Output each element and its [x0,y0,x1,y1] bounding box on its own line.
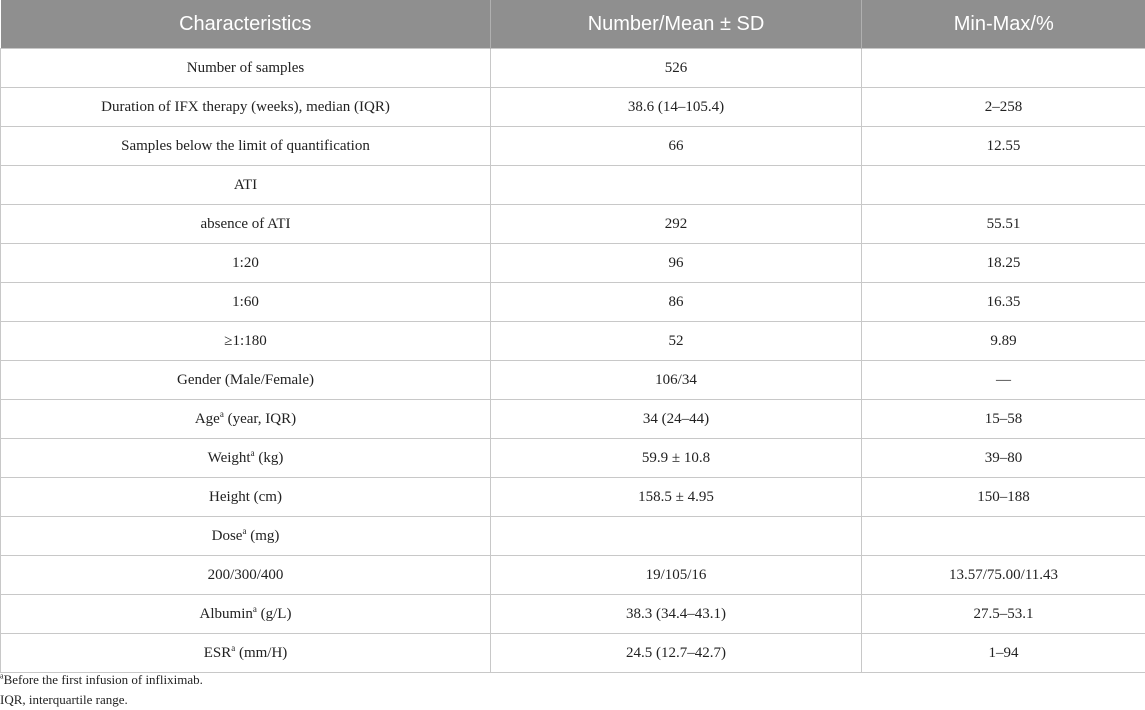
range-cell: — [862,361,1145,400]
characteristic-cell [1,361,491,400]
characteristic-label [208,567,284,584]
range-cell [862,517,1145,556]
value-cell: 106/34 [491,361,862,400]
value-cell: 59.9 ± 10.8 [491,439,862,478]
characteristic-cell [1,205,491,244]
range-cell: 27.5–53.1 [862,595,1145,634]
characteristic-text: absence of ATI [201,216,291,232]
characteristic-label [177,372,314,389]
characteristic-label [232,294,259,311]
characteristic-label [121,138,370,155]
header-number-mean-sd: Number/Mean ± SD [491,0,862,49]
table-row [1,127,1145,166]
range-cell [862,49,1145,88]
value-cell: 38.3 (34.4–43.1) [491,595,862,634]
characteristic-text: Number of samples [187,60,304,76]
value-cell [491,517,862,556]
footnote-iqr: IQR, interquartile range. [0,690,203,710]
characteristic-text: Duration of IFX therapy (weeks), median (IQR) [101,99,390,115]
table-row [1,634,1145,673]
characteristic-unit: (g/L) [257,606,292,622]
characteristic-text: Dose [212,528,243,544]
value-cell: 526 [491,49,862,88]
footnote-a-text: Before the first infusion of infliximab. [4,672,203,687]
characteristic-text: Height (cm) [209,489,282,505]
characteristic-label [212,528,280,545]
characteristic-unit: (kg) [255,450,284,466]
table-row [1,49,1145,88]
table-row [1,517,1145,556]
characteristic-unit: (year, IQR) [224,411,296,427]
footnote-marker: a [253,604,257,614]
range-cell: 55.51 [862,205,1145,244]
characteristic-unit: (mg) [246,528,279,544]
characteristic-label [187,60,304,77]
characteristic-label [101,99,390,116]
range-cell: 13.57/75.00/11.43 [862,556,1145,595]
characteristic-cell [1,166,491,205]
characteristic-text: Samples below the limit of quantification [121,138,370,154]
range-cell: 150–188 [862,478,1145,517]
characteristic-cell [1,634,491,673]
value-cell: 52 [491,322,862,361]
characteristic-cell [1,127,491,166]
footnote-a-marker: a [0,672,4,681]
characteristic-label [209,489,282,506]
header-row [1,0,1145,49]
characteristic-cell [1,49,491,88]
characteristic-label [232,255,259,272]
characteristic-cell [1,517,491,556]
characteristic-cell [1,400,491,439]
characteristic-label [195,411,296,428]
footnote-marker: a [242,526,246,536]
characteristic-text: ESR [204,645,232,661]
characteristic-text: 200/300/400 [208,567,284,583]
value-cell: 292 [491,205,862,244]
header-min-max-percent: Min-Max/% [862,0,1145,49]
characteristic-cell [1,244,491,283]
characteristic-text: 1:20 [232,255,259,271]
characteristic-label [208,450,284,467]
value-cell: 158.5 ± 4.95 [491,478,862,517]
table-row [1,556,1145,595]
footnote-marker: a [231,643,235,653]
table-row [1,478,1145,517]
value-cell: 38.6 (14–105.4) [491,88,862,127]
range-cell: 18.25 [862,244,1145,283]
value-cell: 34 (24–44) [491,400,862,439]
range-cell: 15–58 [862,400,1145,439]
table-row [1,595,1145,634]
footnote-a [0,670,203,690]
table-row [1,361,1145,400]
characteristic-cell [1,439,491,478]
characteristic-cell [1,283,491,322]
table-row [1,205,1145,244]
characteristic-text: Gender (Male/Female) [177,372,314,388]
table-row [1,439,1145,478]
characteristic-text: Weight [208,450,251,466]
range-cell: 9.89 [862,322,1145,361]
range-cell [862,166,1145,205]
range-cell: 1–94 [862,634,1145,673]
table-row [1,244,1145,283]
characteristic-label [204,645,288,662]
characteristic-cell [1,556,491,595]
characteristic-text: ≥1:180 [224,333,266,349]
range-cell: 16.35 [862,283,1145,322]
characteristic-text: ATI [234,177,257,193]
table-row [1,283,1145,322]
table-row [1,88,1145,127]
table-row [1,322,1145,361]
table-header [1,0,1145,49]
table-row [1,400,1145,439]
characteristic-label [234,177,257,194]
characteristic-text: 1:60 [232,294,259,310]
footnote-marker: a [220,409,224,419]
characteristic-label [201,216,291,233]
footnote-marker: a [251,448,255,458]
value-cell: 24.5 (12.7–42.7) [491,634,862,673]
characteristic-text: Albumin [200,606,253,622]
value-cell: 96 [491,244,862,283]
characteristic-label [224,333,266,350]
value-cell [491,166,862,205]
value-cell: 66 [491,127,862,166]
characteristic-label [200,606,292,623]
range-cell: 39–80 [862,439,1145,478]
range-cell: 2–258 [862,88,1145,127]
value-cell: 19/105/16 [491,556,862,595]
table-row [1,166,1145,205]
table-body [1,49,1145,673]
characteristic-cell [1,322,491,361]
range-cell: 12.55 [862,127,1145,166]
characteristic-text: Age [195,411,220,427]
header-characteristics: Characteristics [1,0,491,49]
footnotes [0,670,203,710]
characteristic-cell [1,88,491,127]
characteristic-cell [1,595,491,634]
value-cell: 86 [491,283,862,322]
characteristic-cell [1,478,491,517]
characteristic-unit: (mm/H) [235,645,287,661]
